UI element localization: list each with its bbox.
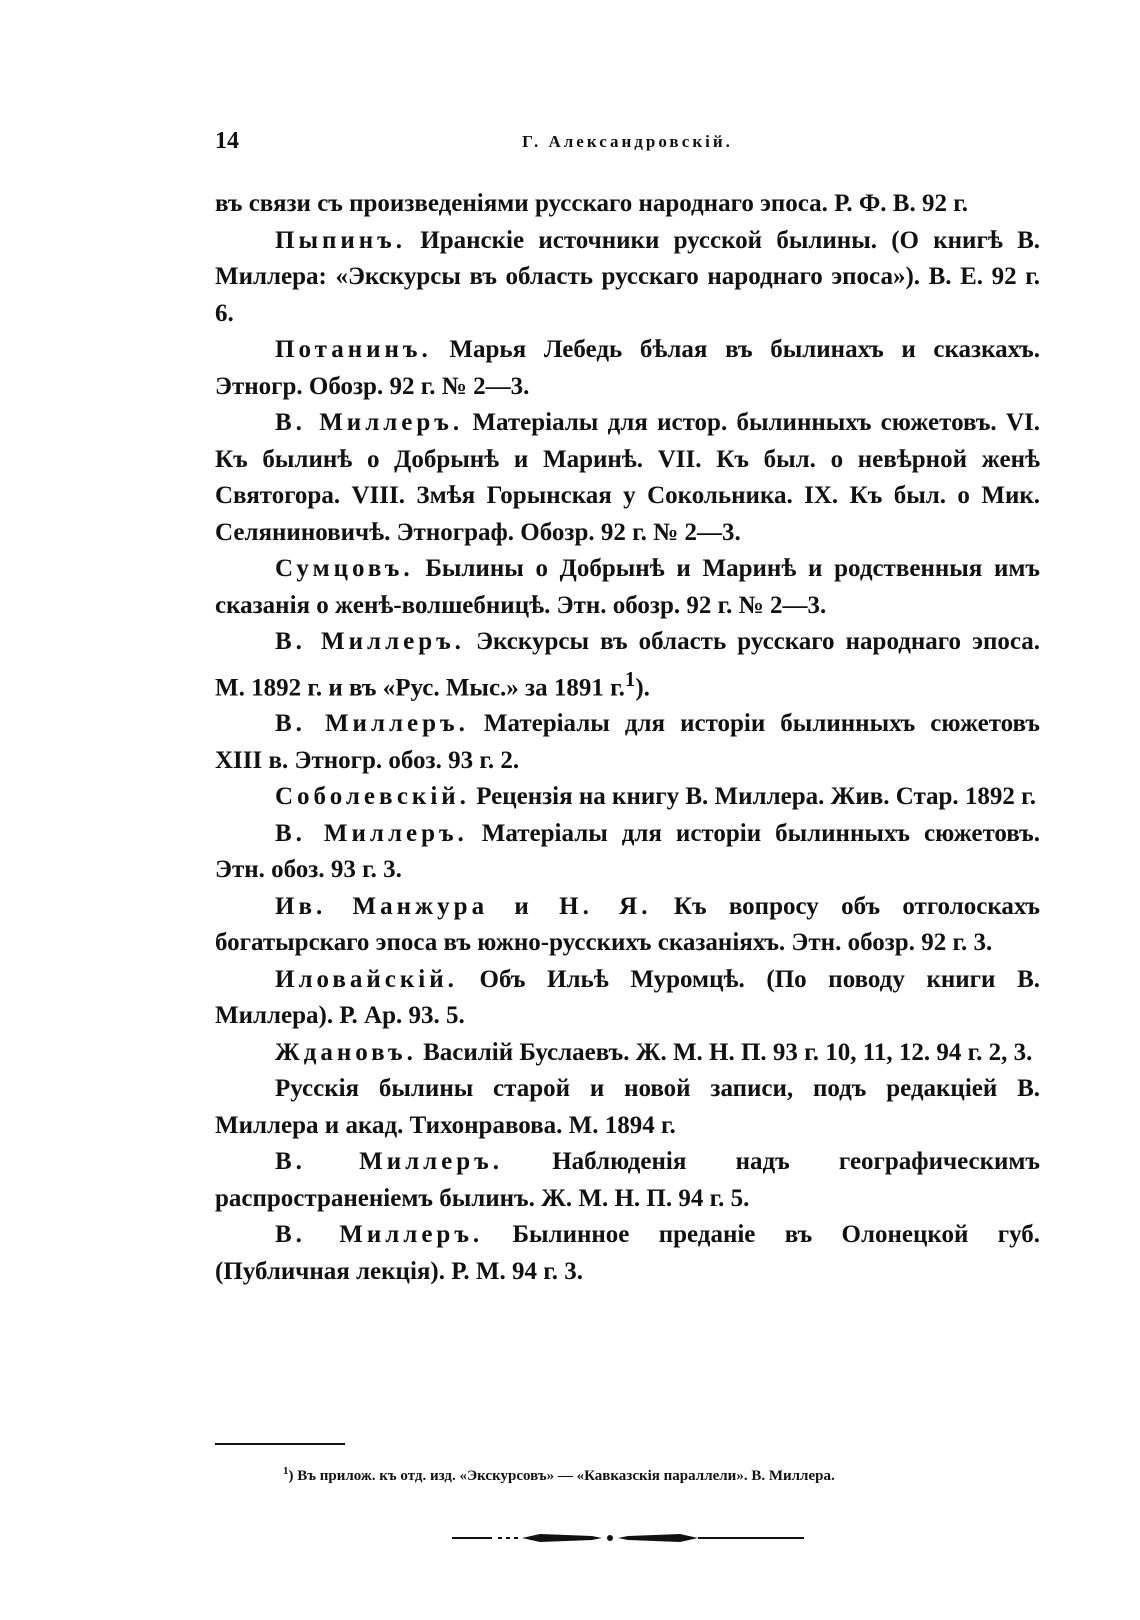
entry-author: В. Миллеръ. xyxy=(275,710,469,738)
entry-author: В. Миллеръ. xyxy=(275,1148,504,1176)
entry-author: В. Миллеръ. xyxy=(275,628,465,655)
entry-author: Сумцовъ. xyxy=(275,555,414,582)
entry-author: Иловайскій. xyxy=(275,965,458,993)
entry-text: Рецензія на книгу В. Миллера. Жив. Стар. 1892 г. xyxy=(476,783,1036,811)
bibliography-entry xyxy=(215,706,1040,779)
ornament-center xyxy=(607,1535,613,1541)
bibliography-entry xyxy=(215,779,1040,816)
entry-text: Василій Буслаевъ. Ж. М. Н. П. 93 г. 10, 11, 12. 94 г. 2, 3. xyxy=(423,1038,1033,1066)
entry-author: В. Миллеръ. xyxy=(275,1221,484,1249)
ornament-lozenge-left xyxy=(522,1534,602,1542)
bibliography-entry xyxy=(215,1144,1040,1217)
entry-text: Матеріалы для исторіи былинныхъ сюжетовъ XIII в. Этногр. обоз. 93 г. 2. xyxy=(215,710,1040,774)
entry-author: Потанинъ. xyxy=(275,336,432,363)
ornament-divider-icon xyxy=(452,1528,804,1548)
running-head: Г. Александровскій. xyxy=(522,132,733,151)
entry-text: Матеріалы для исторіи былинныхъ сюжетовъ. Этн. обоз. 93 г. 3. xyxy=(215,819,1041,884)
bibliography-entry xyxy=(215,405,1040,551)
entry-text: Къ вопросу объ отголоскахъ богатырскаго эпоса въ южно-русскихъ сказаніяхъ. Этн. обозр. 92 г. 3. xyxy=(215,892,1040,957)
bibliography-entry xyxy=(215,624,1040,706)
page-number: 14 xyxy=(215,128,239,154)
bibliography-entry xyxy=(215,551,1040,624)
entry-text-after: ). xyxy=(635,673,650,701)
entry-text: Былинное преданіе въ Олонецкой губ. (Публичная лекція). Р. М. 94 г. 3. xyxy=(215,1221,1040,1285)
entry-text: Былины о Добрынѣ и Маринѣ и родственныя имъ сказанія о женѣ-волшебницѣ. Этн. обозр. 92 г. № 2—3. xyxy=(215,555,1041,619)
bibliography-entry xyxy=(215,1071,1040,1144)
entry-text: Экскурсы въ область русскаго народнаго эпоса. М. 1892 г. и въ «Рус. Мыс.» за 1891 г. xyxy=(215,628,1041,701)
entry-text: Матеріалы для истор. былинныхъ сюжетовъ. VI. Къ былинѣ о Добрынѣ и Маринѣ. VII. Къ был. о невѣрной женѣ Святогора. VIII. Змѣя Горынская у Сокольника. IX. Къ был. о Мик. Селяниновичѣ. Этнограф. Обозр. 92 г. № 2—3. xyxy=(215,409,1040,546)
entry-author: Соболевскій. xyxy=(275,783,470,811)
entry-text: въ связи съ произведеніями русскаго народнаго эпоса. Р. Ф. В. 92 г. xyxy=(215,190,969,217)
bibliography-entry xyxy=(215,1217,1040,1290)
entry-text: Наблюденія надъ географическимъ распространеніемъ былинъ. Ж. М. Н. П. 94 г. 5. xyxy=(215,1148,1041,1212)
bibliography-entry xyxy=(215,962,1040,1035)
ornament-lozenge-right xyxy=(618,1534,698,1542)
footnote xyxy=(283,1460,1043,1487)
entry-author: Ждановъ. xyxy=(275,1038,417,1066)
continued-paragraph xyxy=(215,186,1040,223)
entry-text: Марья Лебедь бѣлая въ былинахъ и сказкахъ. Этногр. Обозр. 92 г. № 2—3. xyxy=(215,336,1040,400)
page-header xyxy=(215,128,1040,164)
entry-author: Ив. Манжура и Н. Я. xyxy=(275,892,652,920)
footnote-text: ) Въ прилож. къ отд. изд. «Экскурсовъ» — «Кавказскія параллели». В. Миллера. xyxy=(288,1468,835,1484)
entry-text: Иранскіе источники русской былины. (О книгѣ В. Миллера: «Экскурсы въ область русскаго народнаго эпоса»). В. Е. 92 г. 6. xyxy=(215,226,1041,327)
entry-text: Русскія былины старой и новой записи, подъ редакціей В. Миллера и акад. Тихонравова. М. 1894 г. xyxy=(215,1075,1040,1139)
footnote-marker: 1 xyxy=(283,1465,289,1477)
footnote-divider xyxy=(215,1443,345,1445)
entry-text: Объ Ильѣ Муромцѣ. (По поводу книги В. Миллера). Р. Ар. 93. 5. xyxy=(215,965,1040,1030)
entry-author: В. Миллеръ. xyxy=(275,409,464,436)
entry-author: Пыпинъ. xyxy=(275,226,407,254)
bibliography-entry xyxy=(215,816,1040,889)
bibliography-entry xyxy=(215,332,1040,405)
footnote-reference: 1 xyxy=(624,666,636,691)
entry-author: В. Миллеръ. xyxy=(275,819,468,847)
bibliography-entry xyxy=(215,889,1040,962)
bibliography-entry xyxy=(215,1035,1040,1072)
bibliography-entry xyxy=(215,223,1040,333)
bibliography-text xyxy=(215,186,1040,1290)
